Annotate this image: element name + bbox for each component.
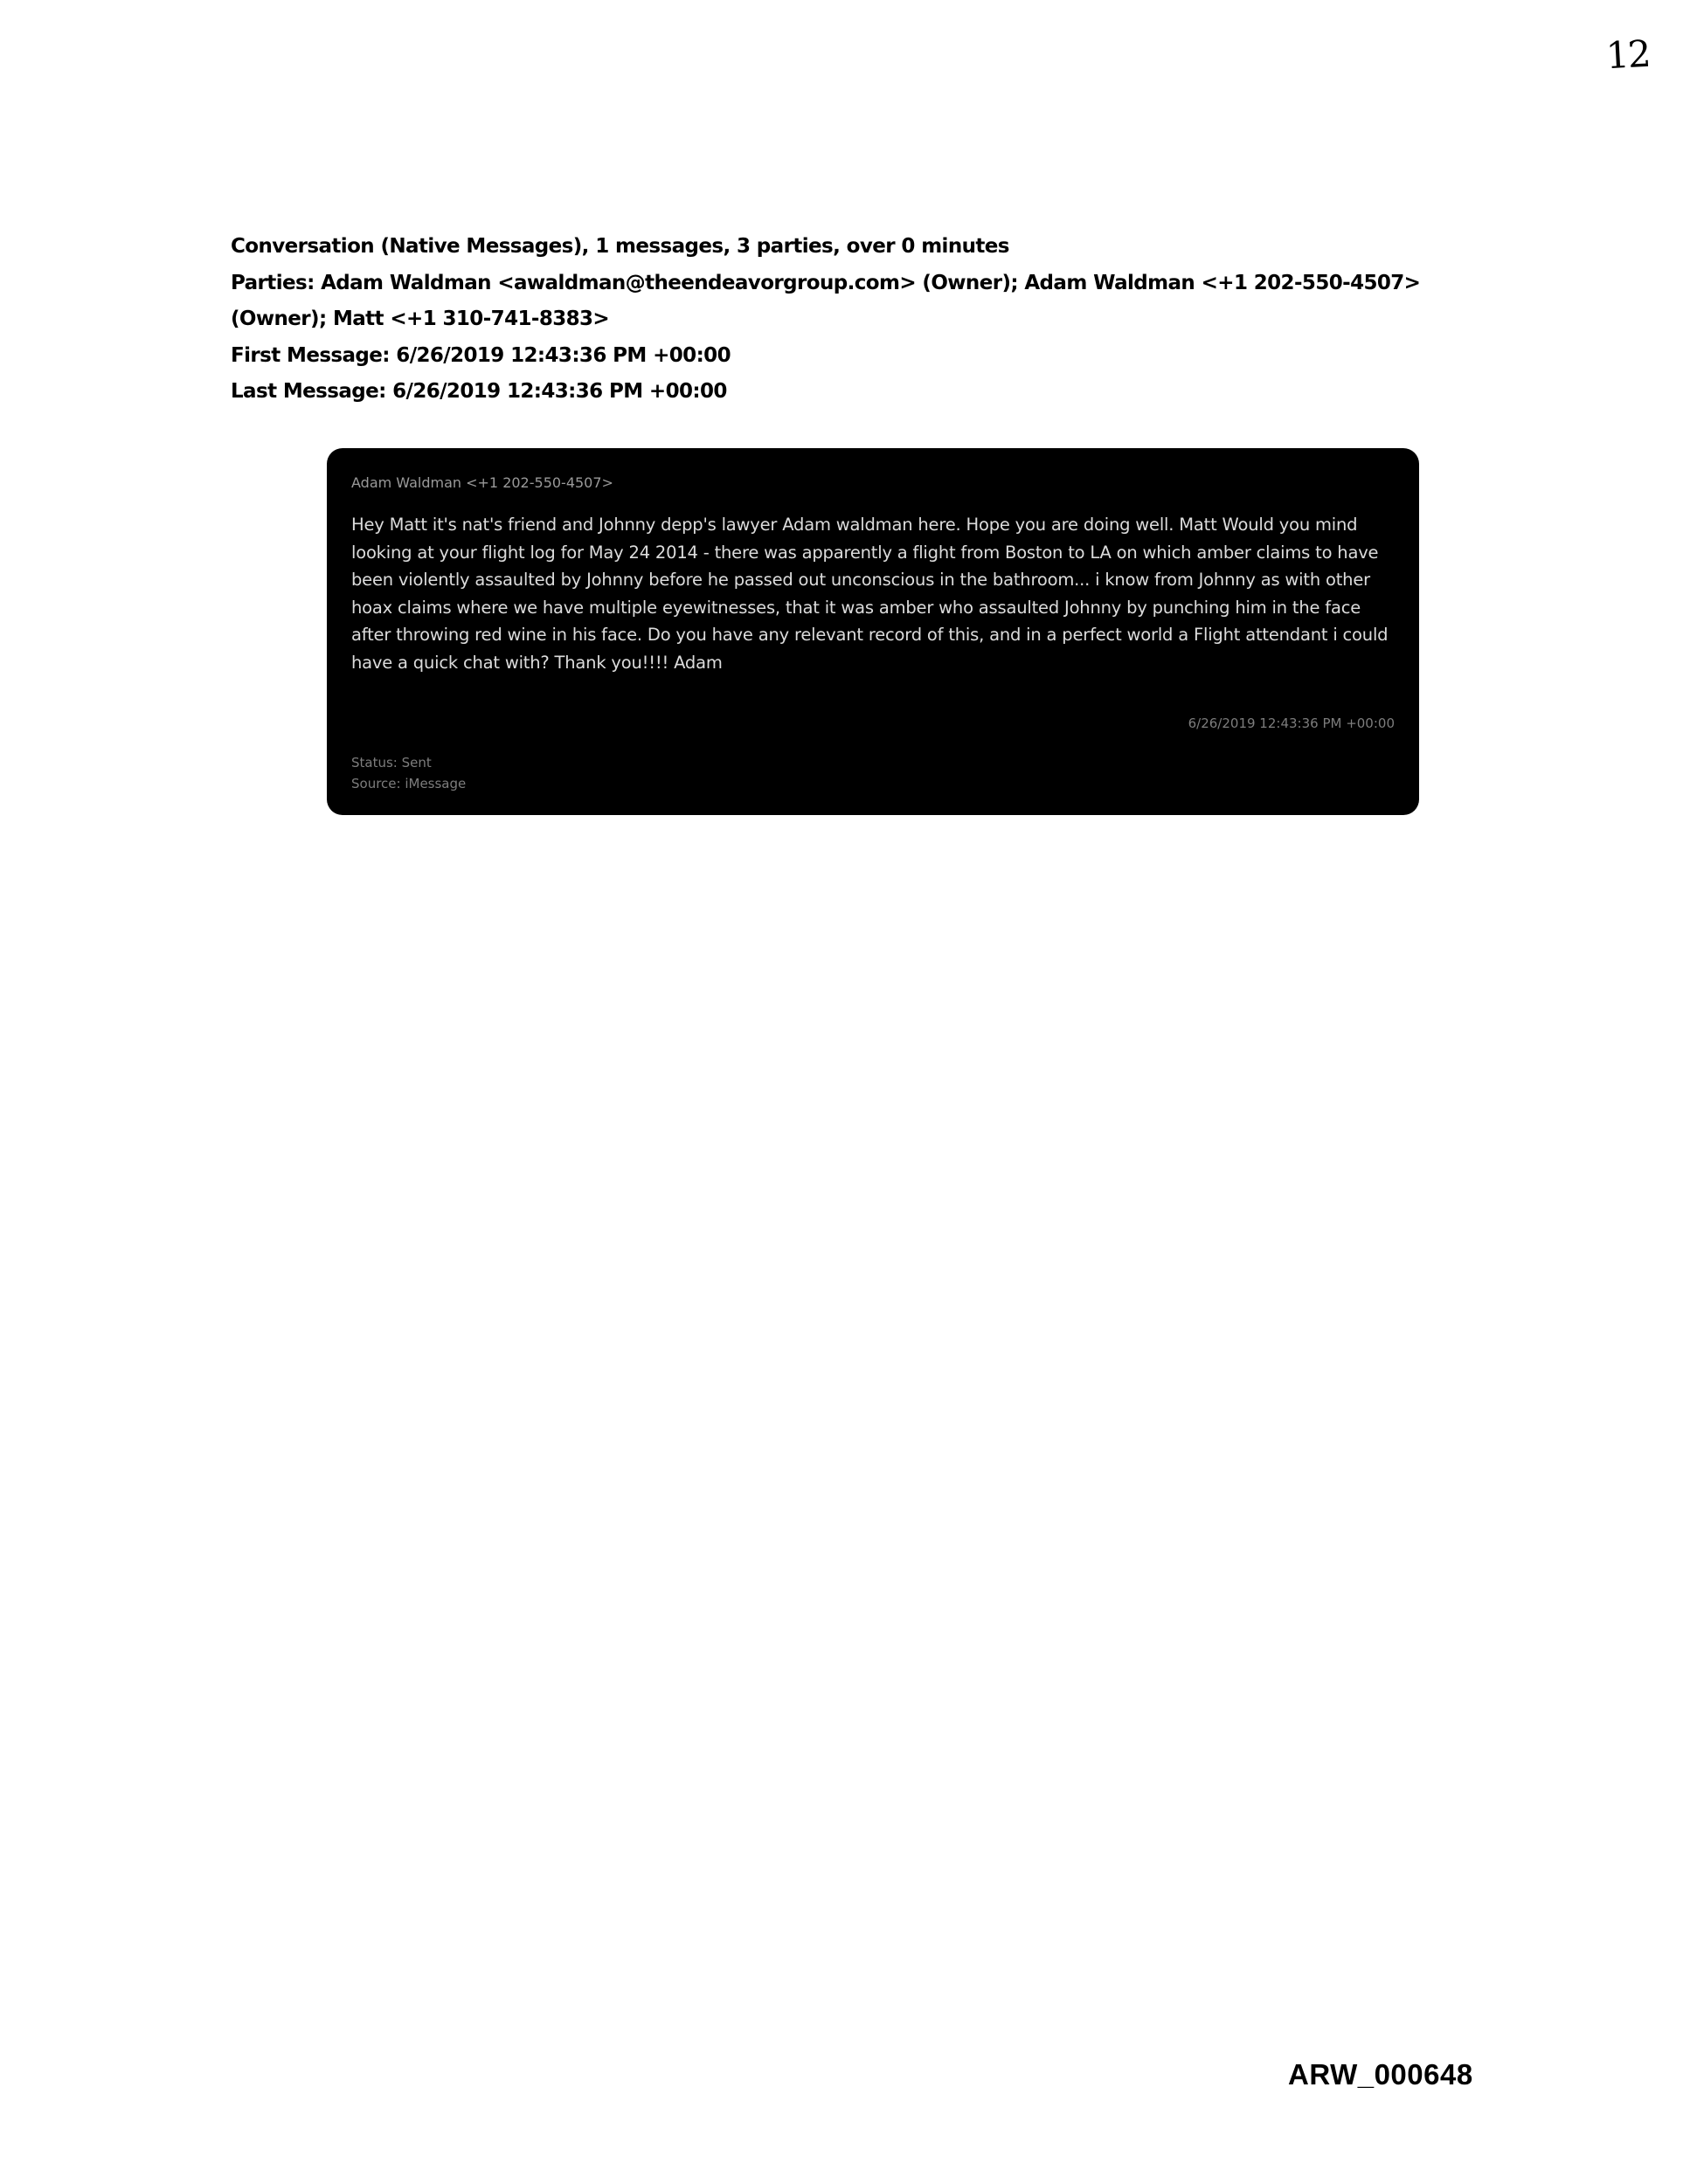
message-status: Status: Sent xyxy=(351,755,432,771)
message-bubble xyxy=(327,448,1419,815)
conversation-summary: Conversation (Native Messages), 1 messages, 3 parties, over 0 minutes xyxy=(231,235,1009,258)
message-source: Source: iMessage xyxy=(351,776,467,791)
message-timestamp: 6/26/2019 12:43:36 PM +00:00 xyxy=(1188,715,1395,731)
message-sender: Adam Waldman <+1 202-550-4507> xyxy=(351,474,613,491)
last-message-date: Last Message: 6/26/2019 12:43:36 PM +00:00 xyxy=(231,380,727,403)
message-body: Hey Matt it's nat's friend and Johnny depp's lawyer Adam waldman here. Hope you are doing well. Matt Would you mind looking at your flight log for May 24 2014 - there was apparently a flight from Boston to LA on which amber claims to have been violently assaulted by Johnny before he passed out unconscious in the bathroom... i know from Johnny as with other hoax claims where we have multiple eyewitnesses, that it was amber who assaulted Johnny by punching him in the face after throwing red wine in his face. Do you have any relevant record of this, and in a perfect world a Flight attendant i could have a quick chat with? Thank you!!!! Adam xyxy=(351,515,1389,673)
handwritten-page-number: 12 xyxy=(1604,31,1651,78)
first-message-date: First Message: 6/26/2019 12:43:36 PM +00:00 xyxy=(231,343,731,367)
conversation-header xyxy=(231,229,1437,411)
parties-line-2: (Owner); Matt <+1 310-741-8383> xyxy=(231,308,610,330)
message-meta xyxy=(351,752,466,794)
bates-number: ARW_000648 xyxy=(1288,2058,1473,2091)
parties-line-1: Parties: Adam Waldman <awaldman@theendeavorgroup.com> (Owner); Adam Waldman <+1 202-550-4507> xyxy=(231,271,1421,294)
